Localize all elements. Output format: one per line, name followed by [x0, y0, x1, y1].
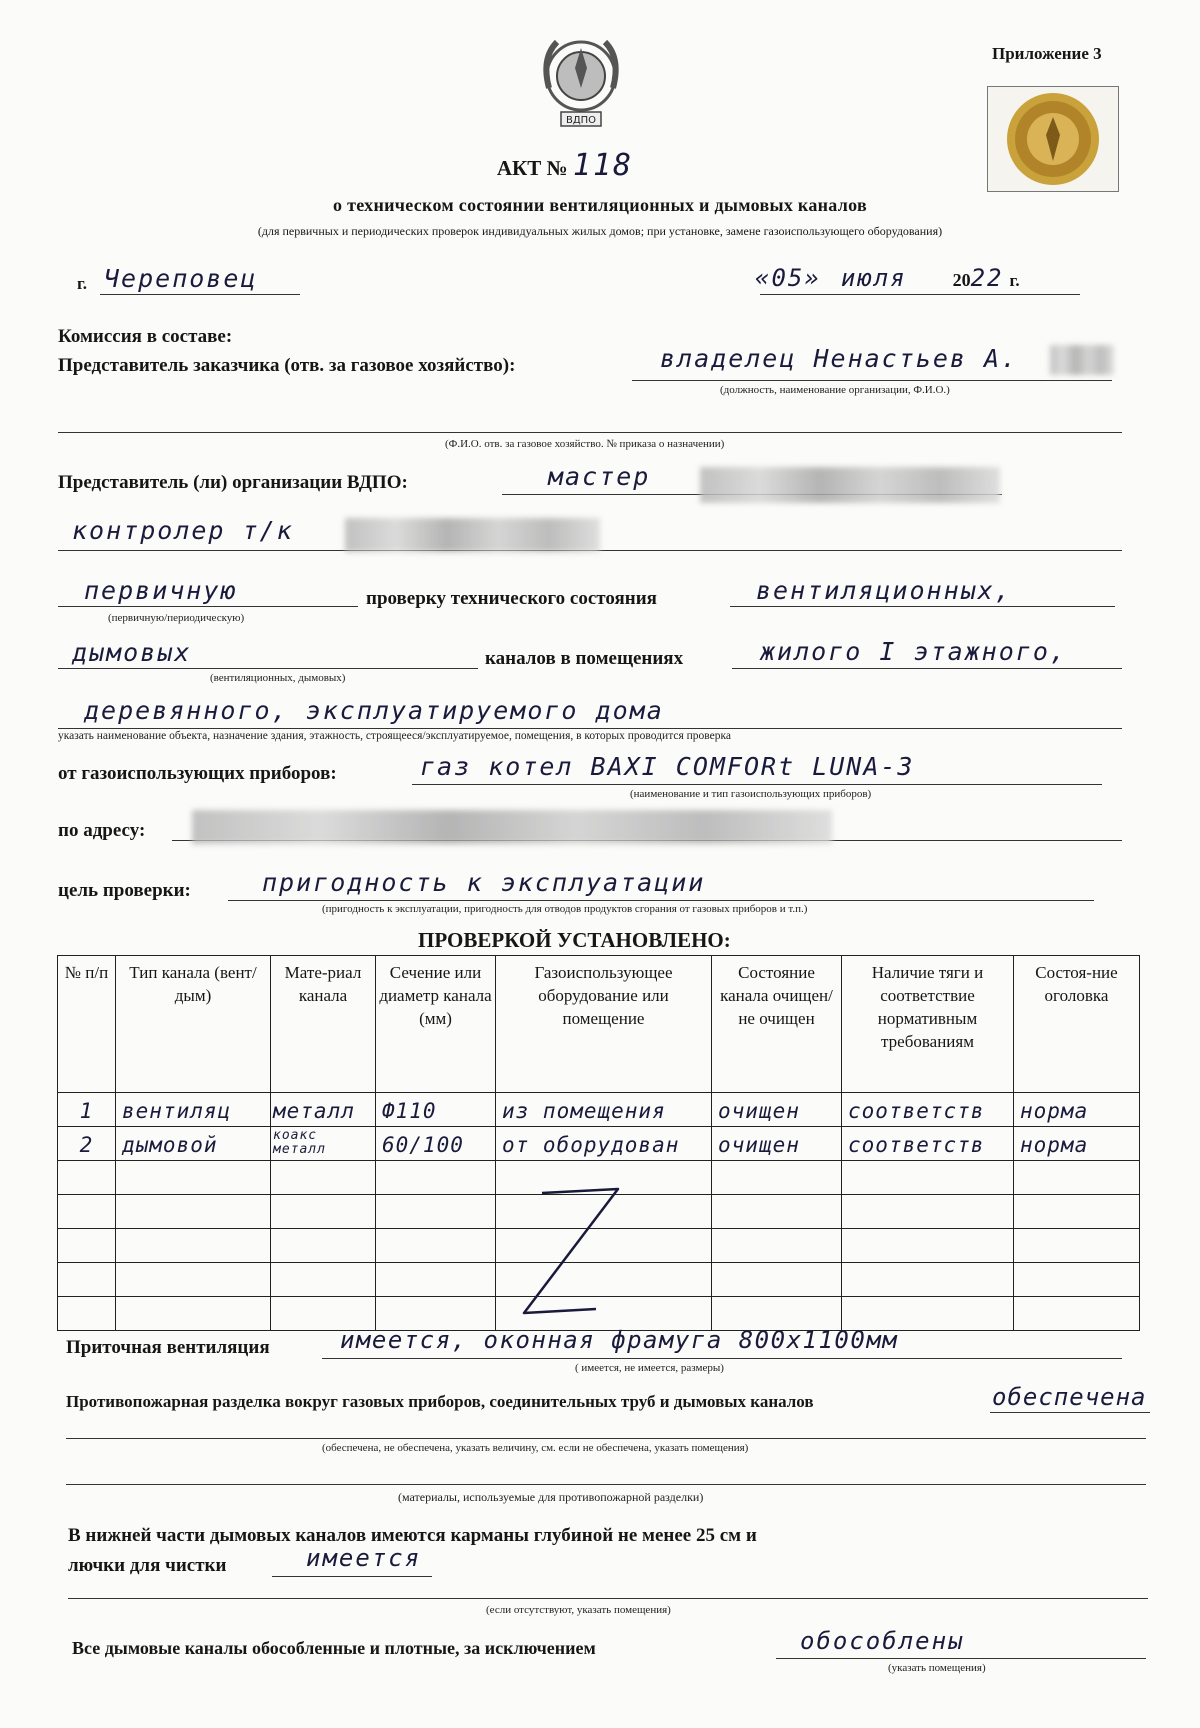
rooms-note: указать наименование объекта, назначение здания, этажность, строящееся/эксплуатируемое, помещения, в которых проводится проверка — [58, 730, 732, 742]
cell: очищен — [718, 1133, 800, 1157]
customer-value: владелец Ненастьев А. — [660, 344, 1019, 373]
date-day: 05 — [771, 264, 805, 292]
act-number: 118 — [572, 148, 634, 183]
commission-heading: Комиссия в составе: — [58, 326, 233, 347]
header-cleaned: Состояние канала очищен/ не очищен — [712, 956, 842, 1093]
cell: 2 — [79, 1133, 94, 1157]
date-day-open: « — [755, 264, 772, 292]
date-day-close: » — [804, 264, 821, 292]
cell: соответств — [848, 1099, 985, 1123]
cell: дымовой — [122, 1133, 218, 1157]
cell: норма — [1020, 1099, 1089, 1123]
date-year-g: г. — [1009, 271, 1020, 290]
supply-note: ( имеется, не имеется, размеры) — [575, 1362, 724, 1374]
purpose-value: пригодность к эксплуатации — [262, 868, 706, 897]
cell: норма — [1020, 1133, 1089, 1157]
devices-note: (наименование и тип газоиспользующих приборов) — [630, 788, 872, 800]
strike-mark — [500, 1185, 640, 1325]
devices-value: газ котел BAXI COMFORt LUNA-3 — [420, 752, 915, 781]
purpose-note: (пригодность к эксплуатации, пригодность для отводов продуктов сгорания от газовых приборов и т.п.) — [322, 903, 808, 915]
date-year-suffix: 22 — [970, 264, 1004, 292]
cell: 60/100 — [382, 1133, 464, 1157]
separate-note: (указать помещения) — [888, 1662, 986, 1674]
hatches-label: лючки для чистки — [68, 1555, 227, 1576]
fire-value: обеспечена — [992, 1383, 1147, 1411]
separate-value: обособлены — [800, 1627, 965, 1655]
table-row — [58, 1127, 1140, 1161]
inspection-type-text: проверку технического состояния — [366, 588, 657, 609]
document-title: о техническом состоянии вентиляционных и дымовых каналов — [332, 195, 868, 215]
customer-note: (должность, наименование организации, Ф.И.О.) — [720, 384, 950, 396]
cell: от оборудован — [502, 1133, 680, 1157]
emblem — [535, 28, 627, 143]
header-number: № п/п — [58, 956, 116, 1093]
date — [755, 264, 1020, 293]
table-row — [58, 1093, 1140, 1127]
rooms-text: каналов в помещениях — [485, 648, 684, 669]
responsible-note: (Ф.И.О. отв. за газовое хозяйство. № приказа о назначении) — [445, 438, 725, 450]
cell: металл — [273, 1099, 355, 1123]
redacted-address — [192, 810, 832, 844]
cell: коакс металл — [273, 1128, 326, 1157]
redacted-customer — [1050, 345, 1114, 375]
rooms-value-2: деревянного, эксплуатируемого дома — [84, 696, 664, 725]
channels-value-1: вентиляционных, — [756, 576, 1012, 605]
hatches-note: (если отсутствуют, указать помещения) — [486, 1604, 671, 1616]
cell: соответств — [848, 1133, 985, 1157]
cell: из помещения — [502, 1099, 666, 1123]
act-title — [0, 148, 1200, 183]
cell: очищен — [718, 1099, 800, 1123]
channels-value-2: дымовых — [72, 638, 192, 667]
redacted-controller — [345, 518, 600, 552]
emblem-text: ВДПО — [565, 115, 597, 126]
controller-value: контролер т/к — [72, 516, 294, 545]
inspection-type-note: (первичную/периодическую) — [108, 612, 245, 624]
separate-label: Все дымовые каналы обособленные и плотные, за исключением — [72, 1638, 596, 1658]
purpose-label: цель проверки: — [58, 880, 191, 901]
supply-label: Приточная вентиляция — [66, 1337, 270, 1358]
devices-label: от газоиспользующих приборов: — [58, 763, 337, 784]
cell: 1 — [79, 1099, 94, 1123]
header-channel-type: Тип канала (вент/дым) — [116, 956, 271, 1093]
pockets-text: В нижней части дымовых каналов имеются карманы глубиной не менее 25 см и — [68, 1525, 757, 1546]
redacted-master — [700, 467, 1000, 503]
header-section: Сечение или диаметр канала (мм) — [376, 956, 496, 1093]
date-year-prefix: 20 — [952, 270, 971, 290]
channels-note: (вентиляционных, дымовых) — [210, 672, 346, 684]
header-material: Мате-риал канала — [271, 956, 376, 1093]
vdpo-label: Представитель (ли) организации ВДПО: — [58, 472, 408, 493]
city-prefix: г. — [77, 274, 88, 293]
materials-note: (материалы, используемые для противопожарной разделки) — [398, 1490, 704, 1504]
date-month: июля — [840, 264, 907, 292]
header-equipment: Газоиспользующее оборудование или помещение — [496, 956, 712, 1093]
rooms-value-1: жилого I этажного, — [760, 637, 1067, 666]
act-label: АКТ № — [496, 156, 568, 180]
appendix-label: Приложение 3 — [992, 44, 1102, 63]
inspection-type-value: первичную — [84, 576, 238, 605]
header-draft: Наличие тяги и соответствие нормативным требованиям — [842, 956, 1014, 1093]
table-heading: ПРОВЕРКОЙ УСТАНОВЛЕНО: — [418, 928, 731, 952]
cell: Ф110 — [382, 1099, 437, 1123]
fire-note: (обеспечена, не обеспечена, указать величину, см. если не обеспечена, указать помещения) — [322, 1442, 749, 1454]
cell: вентиляц — [122, 1099, 232, 1123]
hatches-value: имеется — [306, 1544, 422, 1572]
vdpo-value: мастер — [548, 462, 651, 491]
supply-value: имеется, оконная фрамуга 800х1100мм — [340, 1326, 899, 1354]
fire-label: Противопожарная разделка вокруг газовых приборов, соединительных труб и дымовых каналов — [66, 1392, 814, 1411]
table-header-row — [58, 956, 1140, 1093]
document-subtitle: (для первичных и периодических проверок индивидуальных жилых домов; при установке, замене газоиспользующего оборудования) — [257, 224, 943, 238]
address-label: по адресу: — [58, 820, 146, 841]
header-head: Состоя-ние оголовка — [1014, 956, 1140, 1093]
city-value: Череповец — [104, 264, 258, 293]
customer-label: Представитель заказчика (отв. за газовое хозяйство): — [58, 355, 516, 376]
